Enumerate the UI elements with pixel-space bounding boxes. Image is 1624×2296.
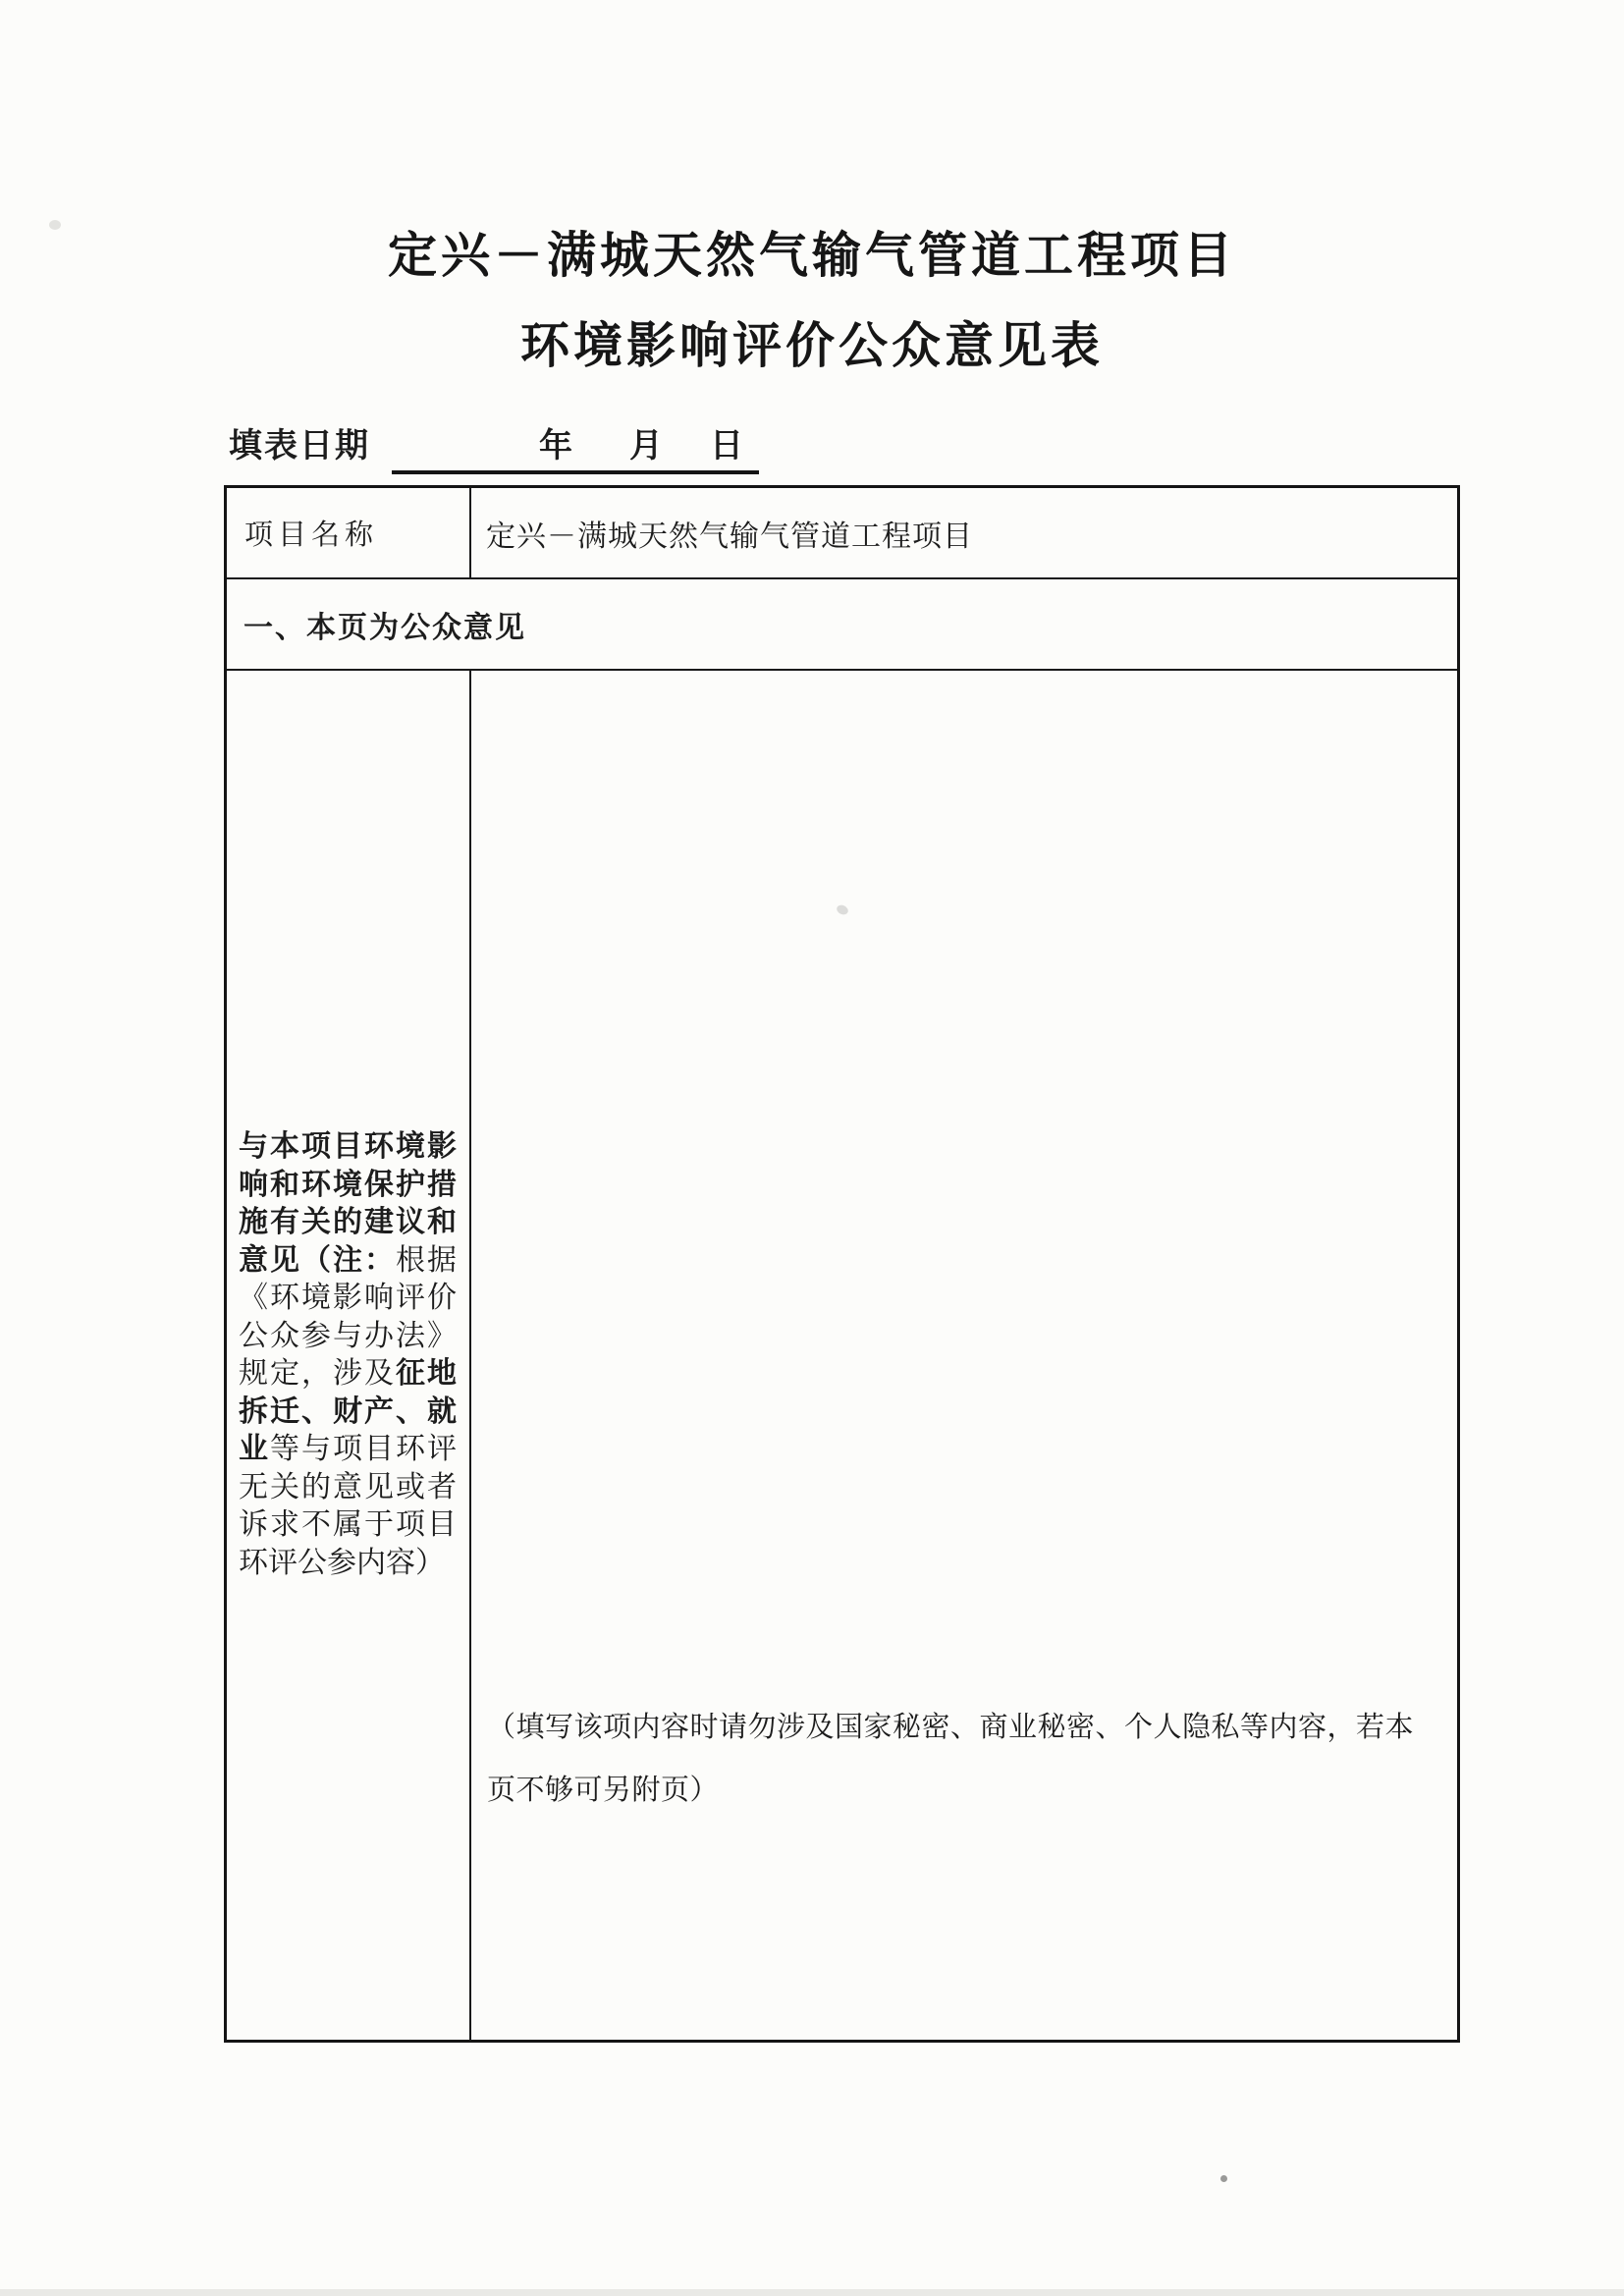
month-label: 月	[629, 428, 663, 465]
project-name-label: 项目名称	[244, 519, 379, 551]
fill-date-line	[229, 418, 759, 474]
day-label: 日	[710, 428, 743, 465]
fill-date-label: 填表日期	[229, 428, 370, 465]
document-title-line1: 定兴－满城天然气输气管道工程项目	[388, 228, 1236, 283]
section-heading-row	[227, 579, 1457, 671]
section-heading: 一、本页为公众意见	[244, 611, 526, 644]
scan-edge-band	[0, 2289, 1624, 2296]
opinion-form-table	[224, 485, 1460, 2043]
document-title-line2: 环境影响评价公众意见表	[520, 318, 1104, 373]
opinion-label-bold-terms: 征地拆迁、财产、就业	[239, 1357, 457, 1465]
opinion-content-cell	[471, 671, 1457, 2040]
opinion-label-cell	[227, 671, 471, 2040]
scan-artifact-speck	[1220, 2175, 1227, 2182]
fill-date-underline	[392, 418, 759, 474]
opinion-label-bold-intro: 与本项目环境影响和环境保护措施有关的建议和意见（注：	[239, 1130, 457, 1277]
scan-artifact-speck	[49, 220, 61, 230]
project-name-row	[227, 488, 1457, 579]
opinion-label-text	[239, 1128, 457, 1582]
project-name-label-cell	[227, 488, 471, 577]
opinion-label-regular-1: 根据《环境影响评价公众参与办法》规定，涉及	[239, 1243, 457, 1390]
project-name-value-cell	[471, 488, 1457, 577]
opinion-label-regular-2: 等与项目环评无关的意见或者诉求不属于项目环评公参内容）	[239, 1433, 457, 1579]
opinion-row	[227, 671, 1457, 2040]
opinion-confidentiality-note: （填写该项内容时请勿涉及国家秘密、商业秘密、个人隐私等内容，若本页不够可另附页）	[487, 1712, 1415, 1806]
year-label: 年	[539, 428, 572, 465]
project-name-value: 定兴－满城天然气输气管道工程项目	[486, 519, 973, 553]
